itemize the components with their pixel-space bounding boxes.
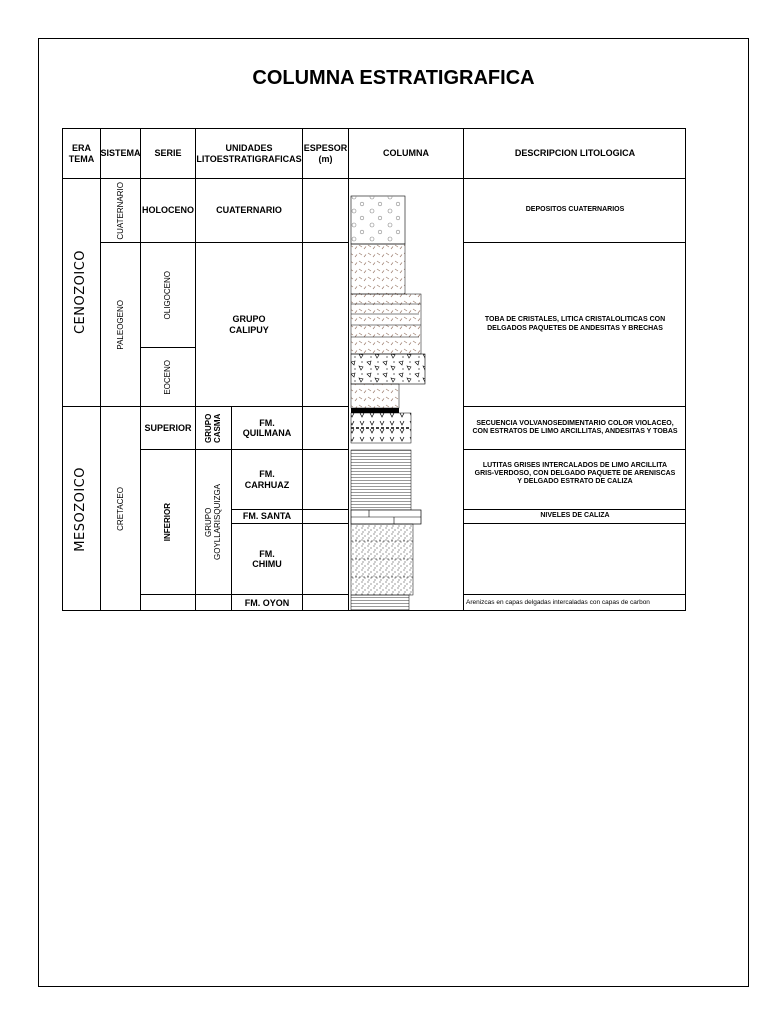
stratigraphic-column-icon: [349, 179, 464, 611]
desc-chimu: [464, 524, 686, 595]
desc-oyon: Arenizcas en capas delgadas intercaladas con capas de carbon: [466, 599, 650, 607]
espesor-chimu: [303, 524, 349, 595]
header-columna: COLUMNA: [349, 129, 464, 179]
serie-oligoceno-cell: [141, 243, 196, 348]
espesor-santa: [303, 510, 349, 524]
serie-inferior-cell: [141, 450, 196, 595]
sistema-paleogeno: PALEOGENO: [115, 299, 125, 350]
sistema-cuaternario: CUATERNARIO: [115, 181, 125, 240]
grupo-goyllarisquizga-lower: [196, 595, 232, 611]
espesor-carhuaz: [303, 450, 349, 510]
header-unidades: UNIDADES LITOESTRATIGRAFICAS: [196, 129, 303, 179]
era-mesozoico-cell: [63, 407, 101, 611]
lithology-column: [349, 179, 464, 611]
unidad-carhuaz: FM. CARHUAZ: [244, 469, 290, 490]
unidad-carhuaz-cell: [232, 450, 303, 510]
serie-inferior: INFERIOR: [163, 502, 173, 542]
header-espesor: ESPESOR (m): [303, 129, 349, 179]
serie-eoceno: EOCENO: [163, 359, 173, 395]
stratigraphic-table: [62, 128, 686, 611]
serie-inferior-lower: [141, 595, 196, 611]
header-eratema: ERA TEMA: [63, 129, 101, 179]
unidad-chimu: FM. CHIMU: [252, 548, 282, 569]
sistema-cretaceo-cell: [101, 407, 141, 611]
grupo-casma: GRUPO CASMA: [204, 413, 223, 443]
espesor-oyon: [303, 595, 349, 611]
desc-calipuy: TOBA DE CRISTALES, LITICA CRISTALOLITICAS CON DELGADOS PAQUETES DE ANDESITAS Y BRECHAS: [464, 243, 686, 407]
header-sistema: SISTEMA: [101, 129, 141, 179]
sistema-cretaceo: CRETACEO: [115, 487, 125, 531]
unidad-calipuy-cell: [196, 243, 303, 407]
unidad-santa: FM. SANTA: [232, 510, 303, 524]
unidad-chimu-cell: [232, 524, 303, 595]
grupo-goyllarisquizga-cell: [196, 450, 232, 595]
espesor-cuaternario: [303, 179, 349, 243]
espesor-quilmana: [303, 407, 349, 450]
serie-eoceno-cell: [141, 348, 196, 407]
sistema-paleogeno-cell: [101, 243, 141, 407]
era-mesozoico: MESOZOICO: [73, 466, 89, 552]
unidad-quilmana-cell: [232, 407, 303, 450]
serie-oligoceno: OLIGOCENO: [163, 270, 173, 320]
unidad-quilmana: FM. QUILMANA: [242, 417, 292, 438]
espesor-calipuy: [303, 243, 349, 407]
serie-superior: SUPERIOR: [141, 407, 196, 450]
grupo-casma-cell: [196, 407, 232, 450]
unidad-calipuy: GRUPO CALIPUY: [229, 314, 269, 335]
header-descripcion: DESCRIPCION LITOLOGICA: [464, 129, 686, 179]
header-serie: SERIE: [141, 129, 196, 179]
sistema-cuaternario-cell: [101, 179, 141, 243]
desc-santa: NIVELES DE CALIZA: [464, 510, 686, 524]
serie-holoceno: HOLOCENO: [141, 179, 196, 243]
desc-quilmana: SECUENCIA VOLVANOSEDIMENTARIO COLOR VIOLACEO, CON ESTRATOS DE LIMO ARCILLITAS, ANDESITAS Y TOBAS: [464, 407, 686, 450]
desc-cuaternario: DEPOSITOS CUATERNARIOS: [464, 179, 686, 243]
grupo-goyllarisquizga: GRUPO GOYLLARISQUIZGA: [204, 483, 223, 561]
era-cenozoico-cell: [63, 179, 101, 407]
desc-carhuaz: LUTITAS GRISES INTERCALADOS DE LIMO ARCILLITA GRIS-VERDOSO, CON DELGADO PAQUETE DE ARENISCAS Y DELGADO ESTRATO DE CALIZA: [464, 450, 686, 510]
era-cenozoico: CENOZOICO: [73, 250, 89, 335]
unidad-cuaternario: CUATERNARIO: [196, 179, 303, 243]
unidad-oyon: FM. OYON: [232, 595, 303, 611]
page-title: COLUMNA ESTRATIGRAFICA: [252, 67, 535, 89]
